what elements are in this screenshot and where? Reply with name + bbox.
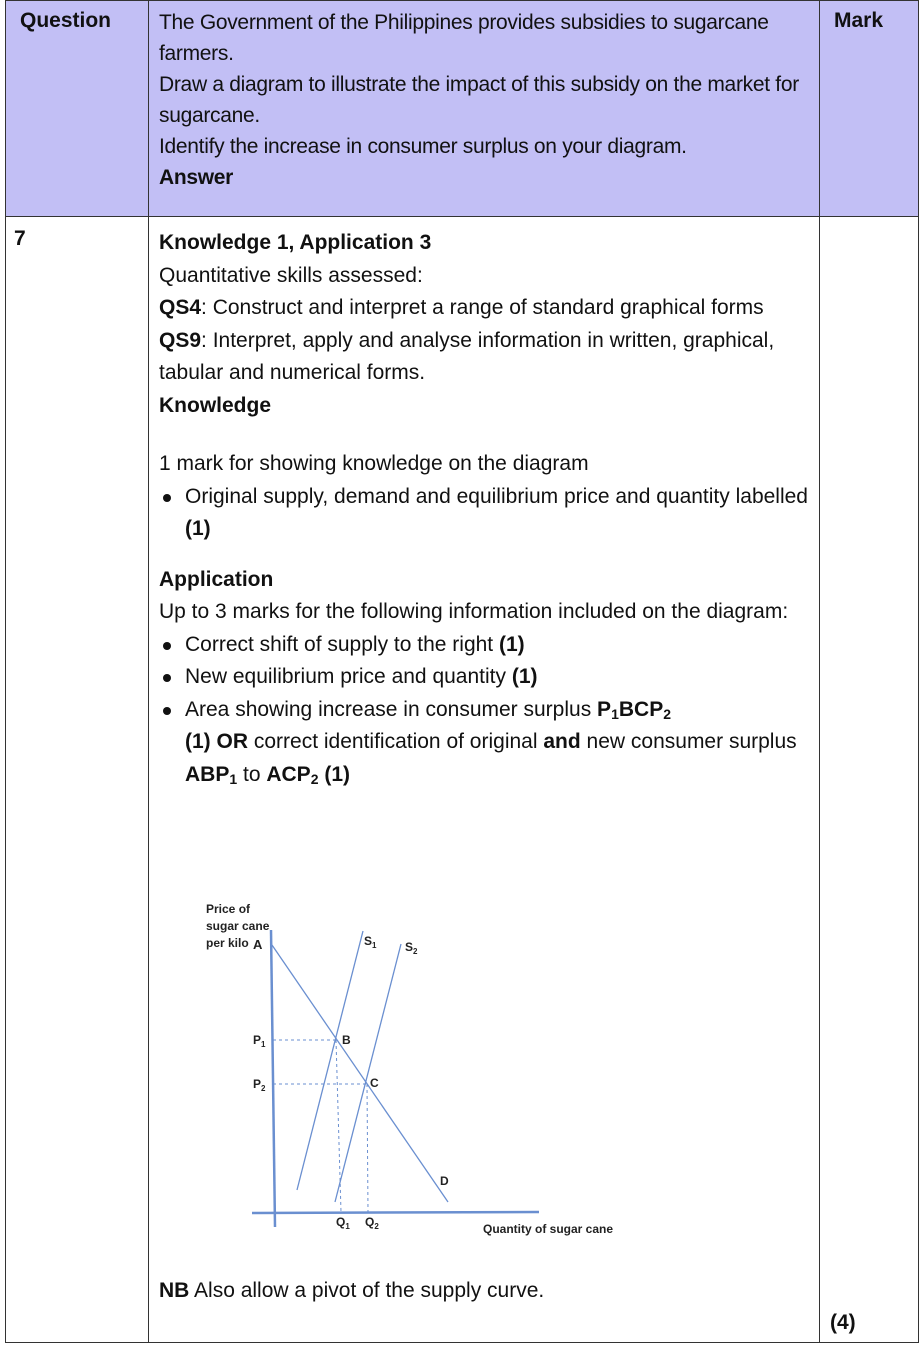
nb-note: NB Also allow a pivot of the supply curve. bbox=[159, 1279, 545, 1302]
qs4: QS4: Construct and interpret a range of standard graphical forms bbox=[159, 296, 764, 319]
question-number: 7 bbox=[14, 227, 26, 250]
q2-guide bbox=[367, 1084, 368, 1212]
list-item: Correct shift of supply to the right (1) bbox=[159, 629, 809, 662]
question-line: Identify the increase in consumer surplus on your diagram. bbox=[159, 135, 687, 158]
total-mark: (4) bbox=[830, 1311, 856, 1334]
x-axis bbox=[252, 1212, 539, 1213]
marks-summary: Knowledge 1, Application 3 bbox=[159, 231, 432, 254]
application-intro: Up to 3 marks for the following information included on the diagram: bbox=[159, 600, 789, 623]
list-item: Original supply, demand and equilibrium price and quantity labelled (1) bbox=[159, 481, 809, 546]
y-axis-label: Price of bbox=[206, 902, 251, 916]
label-p2: $P_2$ bbox=[253, 1077, 266, 1093]
supply-demand-diagram bbox=[1, 901, 924, 1251]
question-header-cell bbox=[6, 1, 149, 217]
application-heading: Application bbox=[159, 567, 274, 591]
point-c: C bbox=[370, 1076, 379, 1090]
answer-cell bbox=[149, 217, 820, 1343]
supply-curve-s1 bbox=[297, 931, 363, 1190]
demand-curve bbox=[272, 945, 448, 1202]
svg-text:sugar cane: sugar cane bbox=[206, 919, 270, 933]
qs9: QS9: Interpret, apply and analyse information in written, graphical, tabular and numerical forms. bbox=[159, 328, 775, 384]
mark-scheme-table bbox=[5, 0, 919, 1343]
label-p1: $P_1$ bbox=[253, 1033, 266, 1049]
y-axis bbox=[271, 930, 275, 1227]
point-d: D bbox=[440, 1174, 449, 1188]
label-s2: $S_2$ bbox=[405, 940, 418, 956]
point-a: A bbox=[253, 937, 263, 952]
label-q2: $Q_2$ bbox=[365, 1215, 379, 1231]
question-label: Question bbox=[20, 9, 112, 32]
mark-cell bbox=[820, 217, 919, 1343]
list-item: Area showing increase in consumer surplus $P_1BCP_2$ (1) OR correct identification of original and new consumer surplus $ABP_1$ to $ACP_2$ (1) bbox=[159, 694, 809, 792]
point-b: B bbox=[342, 1033, 351, 1047]
label-q1: $Q_1$ bbox=[336, 1215, 350, 1231]
qs-intro: Quantitative skills assessed: bbox=[159, 263, 423, 287]
knowledge-intro: 1 mark for showing knowledge on the diagram bbox=[159, 452, 589, 475]
x-axis-label: Quantity of sugar cane bbox=[483, 1222, 614, 1236]
answer-label: Answer bbox=[159, 166, 234, 189]
question-line: Draw a diagram to illustrate the impact of this subsidy on the market for sugarcane. bbox=[159, 73, 799, 127]
label-s1: $S_1$ bbox=[364, 934, 377, 950]
mark-header-cell bbox=[820, 1, 919, 217]
list-item: New equilibrium price and quantity (1) bbox=[159, 661, 809, 694]
svg-text:per kilo: per kilo bbox=[206, 936, 249, 950]
question-text-cell bbox=[149, 1, 820, 217]
knowledge-heading: Knowledge bbox=[159, 393, 272, 417]
mark-label: Mark bbox=[834, 9, 884, 32]
question-line: The Government of the Philippines provides subsidies to sugarcane farmers. bbox=[159, 11, 769, 65]
